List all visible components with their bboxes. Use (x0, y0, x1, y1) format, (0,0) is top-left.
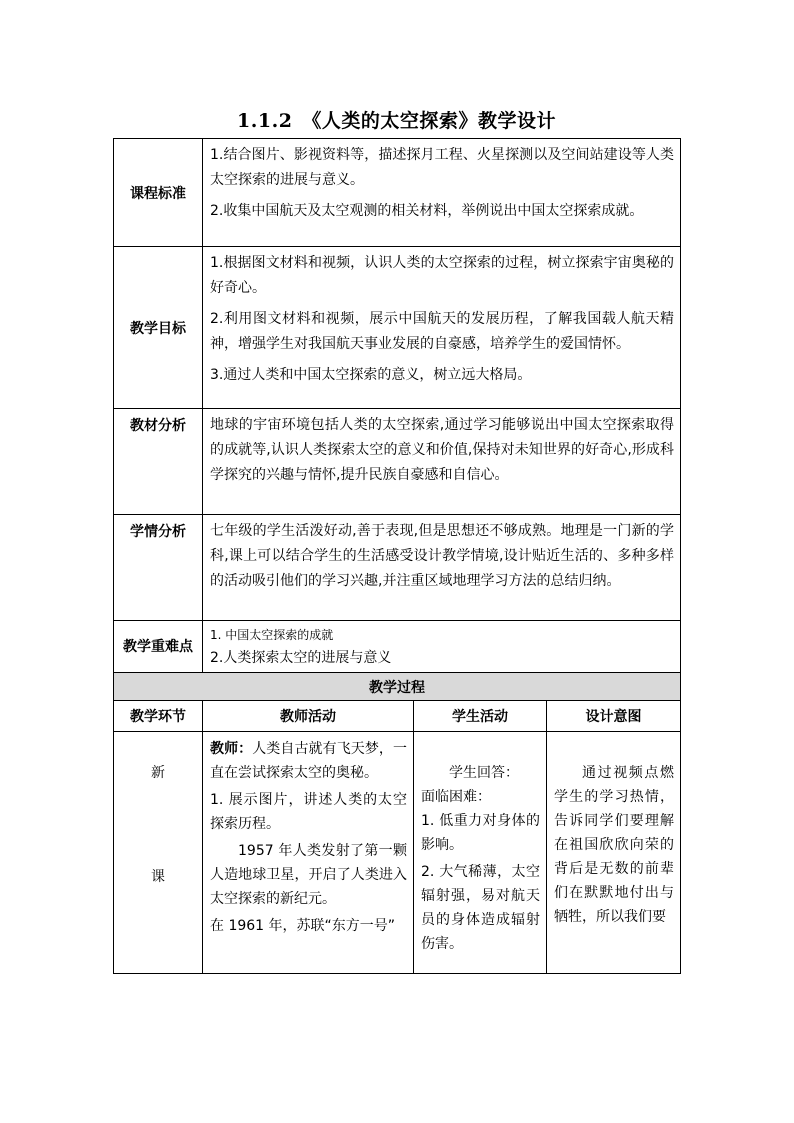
stage-char: 新 (151, 765, 165, 781)
row-standard (114, 139, 681, 247)
standard-label: 课程标准 (114, 139, 203, 247)
stage-char: 课 (151, 869, 165, 885)
column-header: 学生活动 (414, 701, 547, 732)
focus-item: 2.人类探索太空的进展与意义 (210, 650, 392, 666)
row-column-headers (114, 701, 681, 732)
student-item: 2. 大气稀薄，太空辐射强，易对航天员的身体造成辐射伤害。 (421, 864, 540, 952)
stage-cell (114, 732, 203, 974)
material-label: 教材分析 (114, 409, 203, 515)
teacher-paragraph: 在 1961 年，苏联“东方一号” (210, 918, 396, 934)
teacher-step: 1. 展示图片，讲述人类的太空探索历程。 (210, 792, 407, 832)
page-title: 1.1.2 《人类的太空探索》教学设计 (237, 110, 556, 132)
row-material (114, 409, 681, 515)
goals-item: 3.通过人类和中国太空探索的意义，树立远大格局。 (210, 367, 532, 383)
students-content (203, 515, 681, 621)
design-intent (547, 732, 681, 974)
student-face: 面临困难： (421, 789, 491, 805)
focus-label: 教学重难点 (114, 621, 203, 673)
goals-label: 教学目标 (114, 247, 203, 409)
students-text: 七年级的学生活泼好动,善于表现,但是思想还不够成熟。地理是一门新的学科,课上可以结合学生的生活感受设计教学情境,设计贴近生活的、多种多样的活动吸引他们的学习兴趣,并注重区域地理学习方法的总结归纳。 (210, 523, 675, 589)
students-label: 学情分析 (114, 515, 203, 621)
process-header: 教学过程 (114, 673, 681, 701)
standard-content (203, 139, 681, 247)
teacher-intro: 教师：人类自古就有飞天梦，一直在尝试探索太空的奥秘。 (210, 741, 408, 781)
goals-content (203, 247, 681, 409)
row-students (114, 515, 681, 621)
standard-item: 2.收集中国航天及太空观测的相关材料，举例说出中国太空探索成就。 (210, 203, 644, 219)
row-goals (114, 247, 681, 409)
focus-content (203, 621, 681, 673)
column-header: 设计意图 (547, 701, 681, 732)
material-text: 地球的宇宙环境包括人类的太空探索,通过学习能够说出中国太空探索取得的成就等,认识人类探索太空的意义和价值,保持对未知世界的好奇心,形成科学探究的兴趣与情怀,提升民族自豪感和自信心。 (210, 417, 675, 483)
intent-text: 通过视频点燃学生的学习热情，告诉同学们要理解在祖国欣欣向荣的背后是无数的前辈们在默默地付出与牺牲，所以我们要 (554, 765, 675, 925)
row-process-new-lesson (114, 732, 681, 974)
teacher-paragraph: 1957 年人类发射了第一颗人造地球卫星，开启了人类进入太空探索的新纪元。 (210, 843, 407, 907)
goals-item: 1.根据图文材料和视频，认识人类的太空探索的过程，树立探索宇宙奥秘的好奇心。 (210, 255, 675, 296)
row-focus (114, 621, 681, 673)
goals-item: 2.利用图文材料和视频，展示中国航天的发展历程，了解我国载人航天精神，增强学生对我国航天事业发展的自豪感，培养学生的爱国情怀。 (210, 311, 675, 352)
student-item: 1. 低重力对身体的影响。 (421, 813, 540, 853)
column-header: 教师活动 (203, 701, 414, 732)
column-header: 教学环节 (114, 701, 203, 732)
student-activity (414, 732, 547, 974)
focus-item: 1. 中国太空探索的成就 (210, 628, 334, 642)
standard-item: 1.结合图片、影视资料等，描述探月工程、火星探测以及空间站建设等人类太空探索的进展与意义。 (210, 147, 675, 188)
material-content (203, 409, 681, 515)
student-answer: 学生回答： (449, 765, 519, 781)
row-process-header (114, 673, 681, 701)
lesson-plan-table (113, 138, 681, 974)
teacher-activity (203, 732, 414, 974)
teacher-label: 教师： (210, 741, 253, 757)
